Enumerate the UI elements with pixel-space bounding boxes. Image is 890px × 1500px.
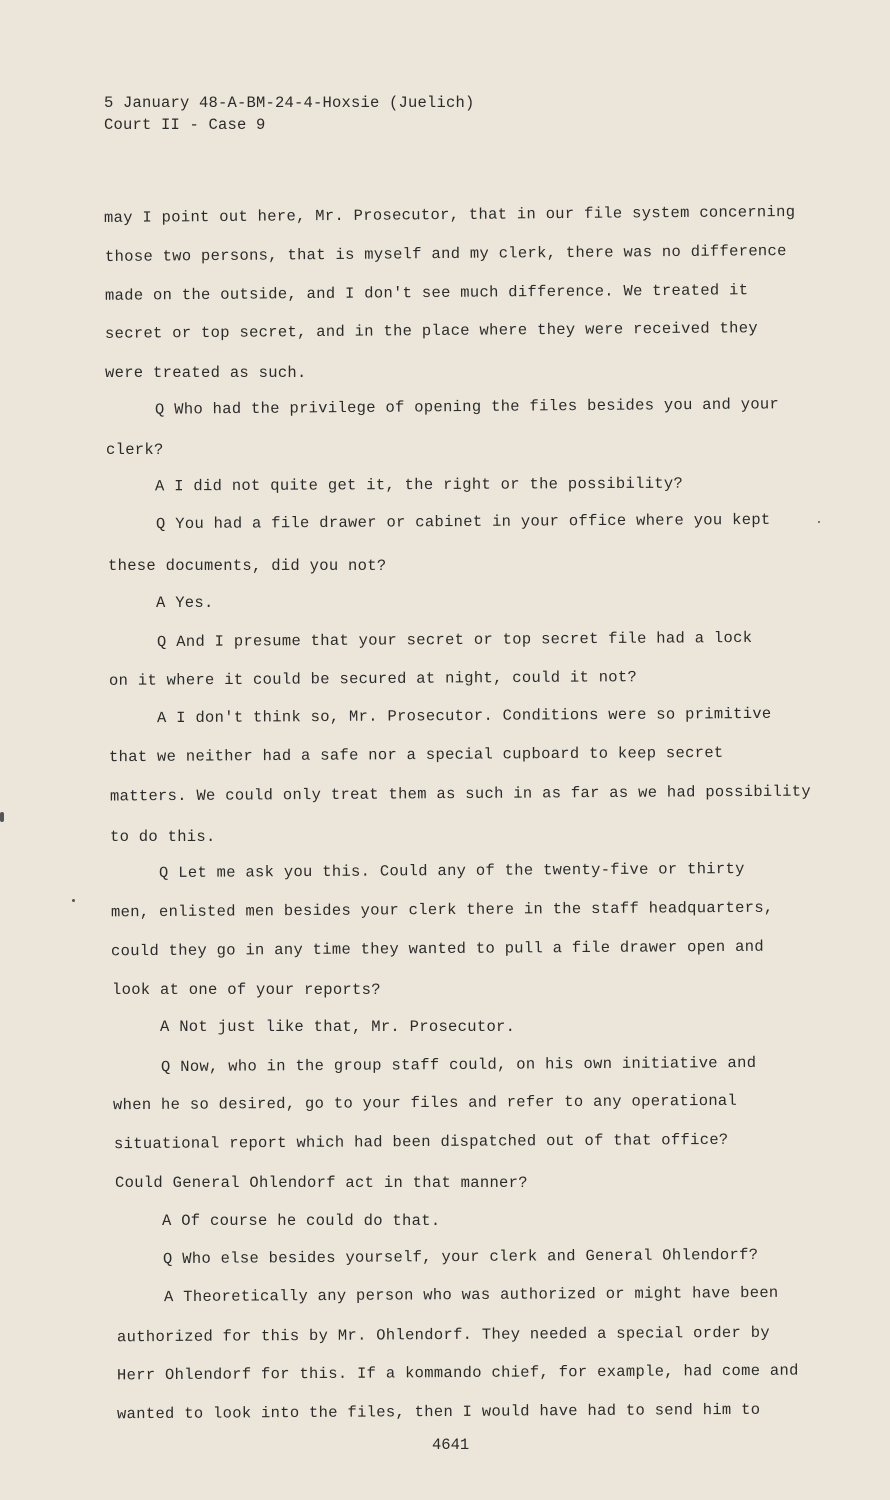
text-line: that we neither had a safe nor a special cupboard to keep secret bbox=[108, 743, 724, 767]
text-line: Q Who had the privilege of opening the files besides you and your bbox=[154, 395, 780, 419]
text-line: may I point out here, Mr. Prosecutor, that in our file system concerning bbox=[103, 202, 796, 228]
text-line: Herr Ohlendorf for this. If a kommando chief, for example, had come and bbox=[116, 1361, 799, 1385]
text-line: secret or top secret, and in the place where they were received they bbox=[104, 319, 758, 343]
text-line: to do this. bbox=[110, 828, 216, 846]
margin-speck bbox=[72, 899, 75, 902]
text-line: Q Let me ask you this. Could any of the twenty-five or thirty bbox=[158, 859, 745, 883]
text-line: Q You had a file drawer or cabinet in your office where you kept bbox=[155, 510, 771, 534]
text-line: A I did not quite get it, the right or the possibility? bbox=[154, 474, 684, 496]
text-line: A Theoretically any person who was authorized or might have been bbox=[163, 1283, 779, 1307]
text-line: Q Who else besides yourself, your clerk and General Ohlendorf? bbox=[162, 1245, 759, 1269]
text-line: look at one of your reports? bbox=[112, 981, 381, 999]
text-line: A Not just like that, Mr. Prosecutor. bbox=[160, 1018, 516, 1036]
text-line: authorized for this by Mr. Ohlendorf. They needed a special order by bbox=[116, 1323, 770, 1347]
text-line: on it where it could be secured at night, could it not? bbox=[108, 668, 638, 690]
text-line: A Yes. bbox=[156, 594, 214, 612]
document-header bbox=[104, 92, 475, 136]
text-line: men, enlisted men besides your clerk there in the staff headquarters, bbox=[110, 898, 774, 922]
text-line: A Of course he could do that. bbox=[162, 1212, 441, 1230]
text-line: those two persons, that is myself and my clerk, there was no difference bbox=[104, 242, 787, 266]
text-line: Q Now, who in the group staff could, on his own initiative and bbox=[160, 1053, 757, 1077]
margin-speck bbox=[0, 812, 4, 822]
text-line: these documents, did you not? bbox=[108, 557, 387, 575]
text-line: Q And I presume that your secret or top secret file had a lock bbox=[156, 628, 753, 652]
header-case-reference: 5 January 48-A-BM-24-4-Hoxsie (Juelich) bbox=[104, 94, 475, 112]
text-line: could they go in any time they wanted to pull a file drawer open and bbox=[110, 937, 764, 961]
text-line: Could General Ohlendorf act in that manner? bbox=[115, 1174, 528, 1192]
text-line: wanted to look into the files, then I would have had to send him to bbox=[116, 1400, 761, 1424]
text-line: were treated as such. bbox=[105, 364, 307, 382]
text-line: clerk? bbox=[106, 441, 164, 459]
text-line: matters. We could only treat them as such in as far as we had possibility bbox=[109, 782, 811, 806]
page-number: 4641 bbox=[432, 1436, 470, 1454]
header-court: Court II - Case 9 bbox=[104, 116, 266, 134]
text-line: A I don't think so, Mr. Prosecutor. Conditions were so primitive bbox=[156, 704, 772, 728]
text-line: when he so desired, go to your files and refer to any operational bbox=[112, 1091, 738, 1115]
margin-speck bbox=[818, 521, 820, 523]
text-line: made on the outside, and I don't see much difference. We treated it bbox=[104, 281, 749, 305]
text-line: situational report which had been dispatched out of that office? bbox=[113, 1130, 729, 1154]
